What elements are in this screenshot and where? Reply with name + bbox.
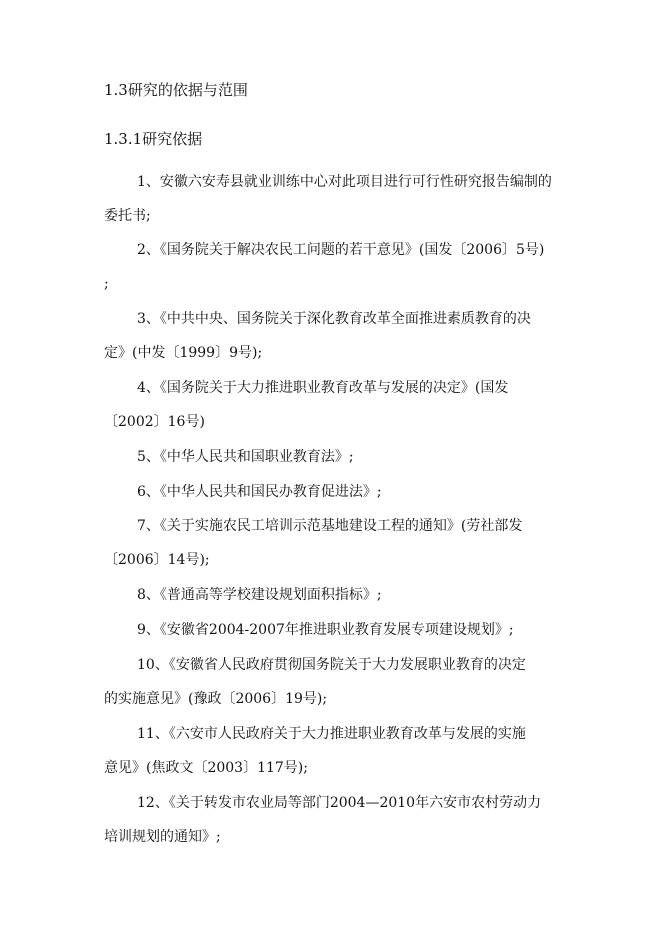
list-item-12-line1: 12、《关于转发市农业局等部门2004—2010年六安市农村劳动力 [137,795,542,811]
list-item-7-line2: 〔2006〕14号); [104,552,210,568]
list-item-7-line1: 7、《关于实施农民工培训示范基地建设工程的通知》(劳社部发 [137,518,523,534]
list-item-2-line1: 2、《国务院关于解决农民工问题的若干意见》(国发〔2006〕5号) [137,242,545,258]
list-item-8: 8、《普通高等学校建设规划面积指标》; [137,587,382,603]
list-item-9: 9、《安徽省2004-2007年推进职业教育发展专项建设规划》; [137,622,514,638]
list-item-3-line2: 定》(中发〔1999〕9号); [104,345,263,361]
list-item-2-line2: ; [104,276,109,292]
list-item-4-line2: 〔2002〕16号) [104,414,205,430]
list-item-6: 6、《中华人民共和国民办教育促进法》; [137,484,382,500]
list-item-10-line2: 的实施意见》(豫政〔2006〕19号); [104,691,328,707]
list-item-1-line1: 1、安徽六安寿县就业训练中心对此项目进行可行性研究报告编制的 [137,174,552,190]
list-item-3-line1: 3、《中共中央、国务院关于深化教育改革全面推进素质教育的决 [137,311,531,327]
list-item-10-line1: 10、《安徽省人民政府贯彻国务院关于大力发展职业教育的决定 [137,657,526,673]
subsection-title: 1.3.1研究依据 [104,130,203,148]
list-item-11-line2: 意见》(焦政文〔2003〕117号); [104,760,308,776]
section-title: 1.3研究的依据与范围 [104,81,248,99]
list-item-12-line2: 培训规划的通知》; [104,829,221,845]
list-item-5: 5、《中华人民共和国职业教育法》; [137,449,354,465]
list-item-1-line2: 委托书; [104,208,151,224]
list-item-11-line1: 11、《六安市人民政府关于大力推进职业教育改革与发展的实施 [137,726,526,742]
list-item-4-line1: 4、《国务院关于大力推进职业教育改革与发展的决定》(国发 [137,380,509,396]
